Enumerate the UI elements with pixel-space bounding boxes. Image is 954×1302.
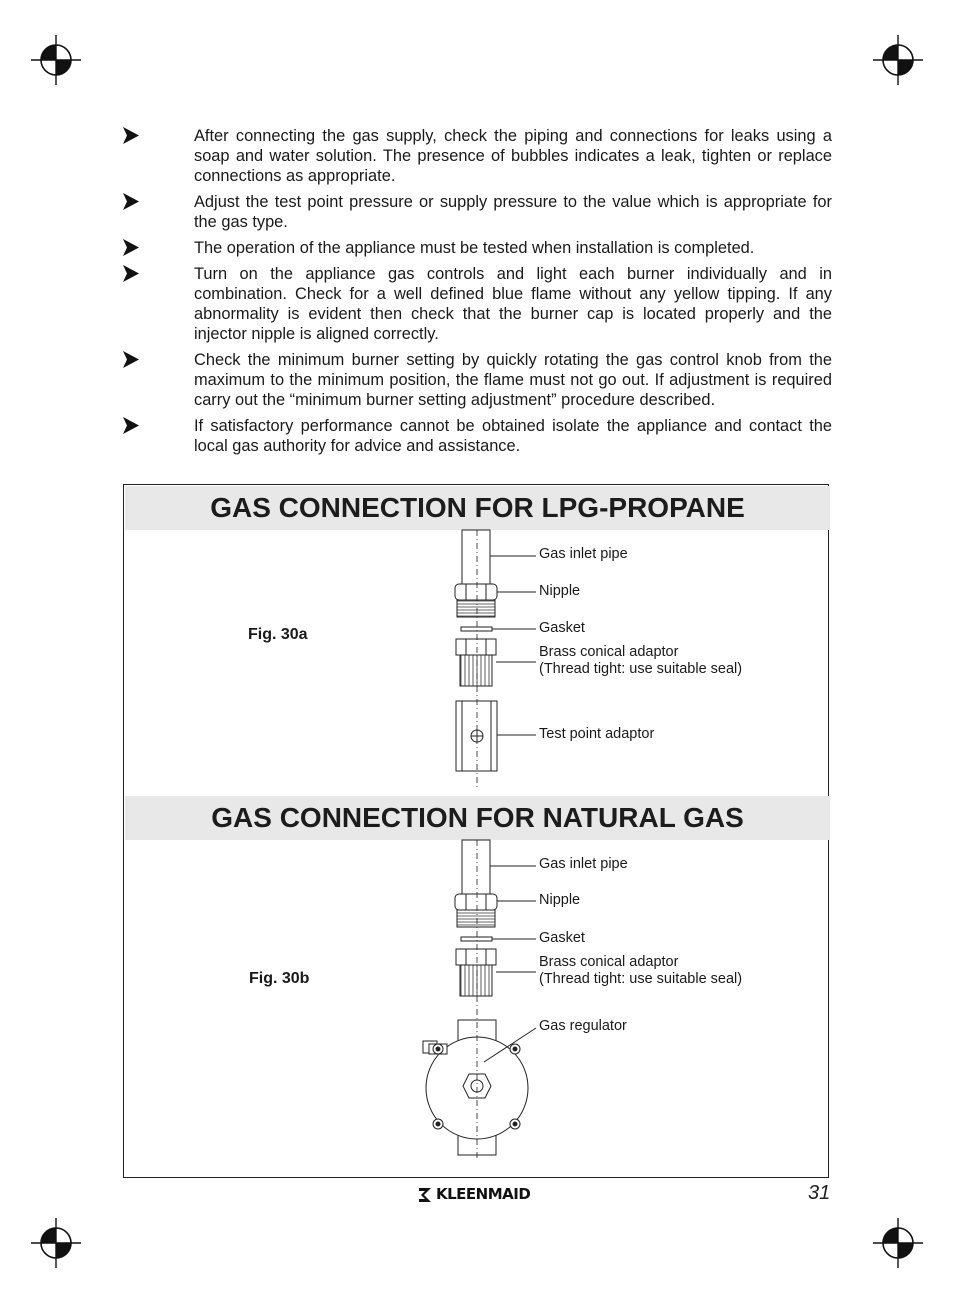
lpg-label-adaptor: Brass conical adaptor <box>539 644 679 660</box>
ng-gasket <box>461 937 492 941</box>
page-number: 31 <box>808 1182 831 1204</box>
lpg-label-nipple: Nipple <box>539 583 581 599</box>
ng-gas-regulator <box>423 1020 528 1155</box>
lpg-label-adaptor-note: (Thread tight: use suitable seal) <box>539 661 743 677</box>
ng-label-nipple: Nipple <box>539 892 581 908</box>
instruction-text: Adjust the test point pressure or supply pressure to the value which is appropriate for the gas type. <box>194 193 832 231</box>
lpg-label-inlet: Gas inlet pipe <box>539 546 628 562</box>
ng-label-inlet: Gas inlet pipe <box>539 856 628 872</box>
ng-label-regulator: Gas regulator <box>539 1018 627 1034</box>
section-title-natural-gas: GAS CONNECTION FOR NATURAL GAS <box>125 796 830 840</box>
ng-nipple-nut <box>455 894 497 910</box>
lpg-nipple-nut <box>455 584 497 600</box>
instruction-text: Check the minimum burner setting by quickly rotating the gas control knob from the maximum to the minimum position, the flame must not go out. If adjustment is required carry out the “minimum burner setting adjustment” procedure described. <box>194 351 832 409</box>
ng-label-adaptor: Brass conical adaptor <box>539 954 679 970</box>
brand-logo-text: KLEENMAID <box>436 1185 531 1203</box>
ng-assembly <box>423 840 536 1160</box>
lpg-nipple-thread <box>457 600 495 617</box>
section-title-lpg: GAS CONNECTION FOR LPG-PROPANE <box>125 486 830 530</box>
lpg-label-test-point: Test point adaptor <box>539 726 655 742</box>
lpg-inlet-pipe <box>462 530 490 584</box>
lpg-adaptor-nut <box>456 639 496 655</box>
ng-adaptor-thread <box>460 965 492 996</box>
fig-30a-label: Fig. 30a <box>248 626 308 643</box>
ng-nipple-thread <box>457 910 495 927</box>
instruction-text: If satisfactory performance cannot be obtained isolate the appliance and contact the local gas authority for advice and assistance. <box>194 417 832 455</box>
instruction-text: Turn on the appliance gas controls and light each burner individually and in combination. Check for a well defined blue flame without any yellow tipping. If any abnormality is evident then check that the burner cap is located properly and the injector nipple is aligned correctly. <box>194 265 832 343</box>
lpg-assembly <box>455 530 536 790</box>
instruction-text: After connecting the gas supply, check the piping and connections for leaks using a soap and water solution. The presence of bubbles indicates a leak, tighten or replace connections as appropriate. <box>194 127 832 185</box>
lpg-adaptor-thread <box>460 655 492 686</box>
fig-30b-label: Fig. 30b <box>249 970 310 987</box>
ng-label-adaptor-note: (Thread tight: use suitable seal) <box>539 971 743 987</box>
lpg-gasket <box>461 627 492 631</box>
lpg-label-gasket: Gasket <box>539 620 585 636</box>
ng-adaptor-nut <box>456 949 496 965</box>
ng-inlet-pipe <box>462 840 490 894</box>
instruction-text: The operation of the appliance must be tested when installation is completed. <box>194 239 755 257</box>
ng-label-gasket: Gasket <box>539 930 585 946</box>
